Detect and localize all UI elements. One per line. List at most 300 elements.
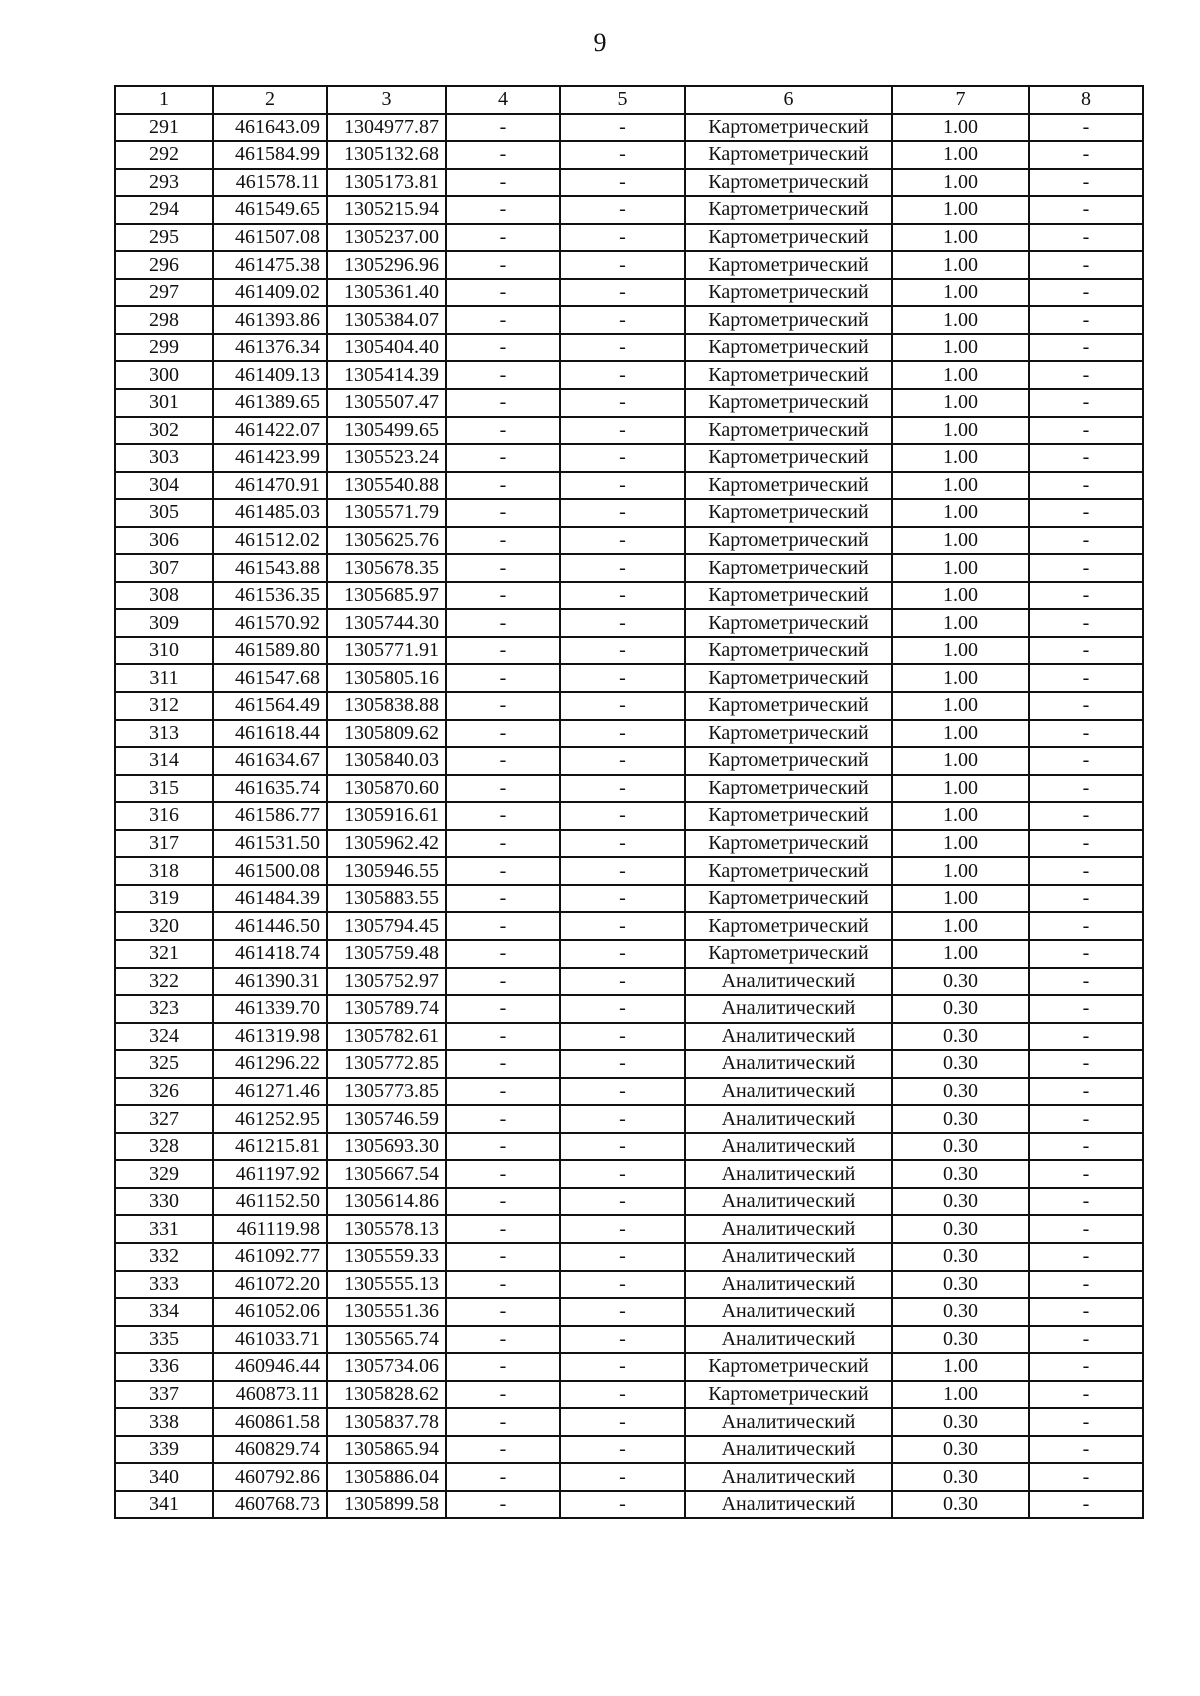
point-number-cell: 294 <box>115 196 213 224</box>
method-cell: Картометрический <box>685 306 892 334</box>
column-8-cell: - <box>1029 1408 1143 1436</box>
column-4-cell: - <box>446 1105 560 1133</box>
column-8-cell: - <box>1029 664 1143 692</box>
column-4-cell: - <box>446 1188 560 1216</box>
point-number-cell: 315 <box>115 775 213 803</box>
method-cell: Аналитический <box>685 1133 892 1161</box>
column-4-cell: - <box>446 251 560 279</box>
point-number-cell: 299 <box>115 334 213 362</box>
column-8-cell: - <box>1029 1436 1143 1464</box>
column-5-cell: - <box>560 1381 685 1409</box>
method-cell: Аналитический <box>685 1188 892 1216</box>
column-4-cell: - <box>446 114 560 142</box>
table-row <box>115 1408 1143 1436</box>
column-5-cell: - <box>560 857 685 885</box>
accuracy-cell: 0.30 <box>892 1408 1029 1436</box>
column-8-cell: - <box>1029 775 1143 803</box>
column-4-cell: - <box>446 720 560 748</box>
column-8-cell: - <box>1029 1463 1143 1491</box>
point-number-cell: 305 <box>115 499 213 527</box>
column-4-cell: - <box>446 1078 560 1106</box>
column-header: 1 <box>115 86 213 114</box>
table-row <box>115 1326 1143 1354</box>
y-coordinate-cell: 1305916.61 <box>327 802 446 830</box>
x-coordinate-cell: 461586.77 <box>213 802 327 830</box>
table-row <box>115 775 1143 803</box>
y-coordinate-cell: 1305404.40 <box>327 334 446 362</box>
x-coordinate-cell: 461052.06 <box>213 1298 327 1326</box>
method-cell: Картометрический <box>685 1381 892 1409</box>
y-coordinate-cell: 1305752.97 <box>327 968 446 996</box>
point-number-cell: 322 <box>115 968 213 996</box>
y-coordinate-cell: 1305886.04 <box>327 1463 446 1491</box>
column-5-cell: - <box>560 664 685 692</box>
method-cell: Аналитический <box>685 1160 892 1188</box>
y-coordinate-cell: 1305838.88 <box>327 692 446 720</box>
column-8-cell: - <box>1029 830 1143 858</box>
accuracy-cell: 0.30 <box>892 1326 1029 1354</box>
x-coordinate-cell: 460861.58 <box>213 1408 327 1436</box>
x-coordinate-cell: 461393.86 <box>213 306 327 334</box>
x-coordinate-cell: 461339.70 <box>213 995 327 1023</box>
y-coordinate-cell: 1305782.61 <box>327 1023 446 1051</box>
y-coordinate-cell: 1305384.07 <box>327 306 446 334</box>
column-5-cell: - <box>560 775 685 803</box>
table-row <box>115 995 1143 1023</box>
column-4-cell: - <box>446 389 560 417</box>
table-row <box>115 1243 1143 1271</box>
column-8-cell: - <box>1029 885 1143 913</box>
accuracy-cell: 1.00 <box>892 499 1029 527</box>
column-header: 8 <box>1029 86 1143 114</box>
column-4-cell: - <box>446 609 560 637</box>
column-8-cell: - <box>1029 141 1143 169</box>
point-number-cell: 326 <box>115 1078 213 1106</box>
column-4-cell: - <box>446 279 560 307</box>
x-coordinate-cell: 460829.74 <box>213 1436 327 1464</box>
column-header: 7 <box>892 86 1029 114</box>
accuracy-cell: 0.30 <box>892 1133 1029 1161</box>
point-number-cell: 301 <box>115 389 213 417</box>
x-coordinate-cell: 461475.38 <box>213 251 327 279</box>
point-number-cell: 302 <box>115 417 213 445</box>
column-5-cell: - <box>560 389 685 417</box>
method-cell: Картометрический <box>685 279 892 307</box>
column-8-cell: - <box>1029 968 1143 996</box>
accuracy-cell: 1.00 <box>892 417 1029 445</box>
column-8-cell: - <box>1029 527 1143 555</box>
table-row <box>115 1353 1143 1381</box>
column-4-cell: - <box>446 1215 560 1243</box>
column-8-cell: - <box>1029 1491 1143 1519</box>
column-4-cell: - <box>446 912 560 940</box>
column-8-cell: - <box>1029 499 1143 527</box>
table-row <box>115 141 1143 169</box>
y-coordinate-cell: 1305773.85 <box>327 1078 446 1106</box>
column-8-cell: - <box>1029 912 1143 940</box>
column-5-cell: - <box>560 609 685 637</box>
point-number-cell: 337 <box>115 1381 213 1409</box>
table-row <box>115 279 1143 307</box>
table-row <box>115 196 1143 224</box>
accuracy-cell: 0.30 <box>892 1078 1029 1106</box>
accuracy-cell: 1.00 <box>892 251 1029 279</box>
column-8-cell: - <box>1029 279 1143 307</box>
x-coordinate-cell: 461215.81 <box>213 1133 327 1161</box>
column-4-cell: - <box>446 1298 560 1326</box>
column-header: 6 <box>685 86 892 114</box>
column-8-cell: - <box>1029 1078 1143 1106</box>
y-coordinate-cell: 1305499.65 <box>327 417 446 445</box>
column-8-cell: - <box>1029 1050 1143 1078</box>
method-cell: Аналитический <box>685 1463 892 1491</box>
accuracy-cell: 1.00 <box>892 912 1029 940</box>
column-8-cell: - <box>1029 1326 1143 1354</box>
column-8-cell: - <box>1029 1023 1143 1051</box>
y-coordinate-cell: 1305794.45 <box>327 912 446 940</box>
x-coordinate-cell: 461470.91 <box>213 472 327 500</box>
point-number-cell: 323 <box>115 995 213 1023</box>
y-coordinate-cell: 1305540.88 <box>327 472 446 500</box>
accuracy-cell: 1.00 <box>892 141 1029 169</box>
method-cell: Аналитический <box>685 1491 892 1519</box>
point-number-cell: 321 <box>115 940 213 968</box>
method-cell: Аналитический <box>685 1023 892 1051</box>
column-5-cell: - <box>560 1160 685 1188</box>
point-number-cell: 293 <box>115 169 213 197</box>
accuracy-cell: 1.00 <box>892 444 1029 472</box>
column-5-cell: - <box>560 417 685 445</box>
method-cell: Картометрический <box>685 692 892 720</box>
column-5-cell: - <box>560 1271 685 1299</box>
column-4-cell: - <box>446 830 560 858</box>
accuracy-cell: 1.00 <box>892 747 1029 775</box>
method-cell: Картометрический <box>685 417 892 445</box>
point-number-cell: 312 <box>115 692 213 720</box>
column-4-cell: - <box>446 885 560 913</box>
y-coordinate-cell: 1305507.47 <box>327 389 446 417</box>
y-coordinate-cell: 1305523.24 <box>327 444 446 472</box>
column-4-cell: - <box>446 1381 560 1409</box>
x-coordinate-cell: 461500.08 <box>213 857 327 885</box>
column-5-cell: - <box>560 499 685 527</box>
x-coordinate-cell: 461507.08 <box>213 224 327 252</box>
accuracy-cell: 1.00 <box>892 361 1029 389</box>
table-row <box>115 554 1143 582</box>
y-coordinate-cell: 1305870.60 <box>327 775 446 803</box>
x-coordinate-cell: 461252.95 <box>213 1105 327 1133</box>
column-5-cell: - <box>560 251 685 279</box>
column-4-cell: - <box>446 582 560 610</box>
point-number-cell: 319 <box>115 885 213 913</box>
y-coordinate-cell: 1305678.35 <box>327 554 446 582</box>
point-number-cell: 334 <box>115 1298 213 1326</box>
x-coordinate-cell: 461197.92 <box>213 1160 327 1188</box>
point-number-cell: 341 <box>115 1491 213 1519</box>
y-coordinate-cell: 1305693.30 <box>327 1133 446 1161</box>
point-number-cell: 330 <box>115 1188 213 1216</box>
accuracy-cell: 1.00 <box>892 664 1029 692</box>
accuracy-cell: 1.00 <box>892 224 1029 252</box>
table-row <box>115 1133 1143 1161</box>
method-cell: Картометрический <box>685 1353 892 1381</box>
y-coordinate-cell: 1305414.39 <box>327 361 446 389</box>
column-8-cell: - <box>1029 196 1143 224</box>
column-8-cell: - <box>1029 554 1143 582</box>
column-8-cell: - <box>1029 114 1143 142</box>
column-5-cell: - <box>560 968 685 996</box>
method-cell: Аналитический <box>685 1408 892 1436</box>
column-4-cell: - <box>446 637 560 665</box>
column-5-cell: - <box>560 1408 685 1436</box>
accuracy-cell: 1.00 <box>892 857 1029 885</box>
table-row <box>115 1215 1143 1243</box>
column-4-cell: - <box>446 334 560 362</box>
method-cell: Картометрический <box>685 251 892 279</box>
accuracy-cell: 0.30 <box>892 968 1029 996</box>
accuracy-cell: 1.00 <box>892 1381 1029 1409</box>
column-5-cell: - <box>560 1215 685 1243</box>
column-5-cell: - <box>560 637 685 665</box>
y-coordinate-cell: 1305837.78 <box>327 1408 446 1436</box>
column-8-cell: - <box>1029 692 1143 720</box>
column-4-cell: - <box>446 554 560 582</box>
point-number-cell: 307 <box>115 554 213 582</box>
accuracy-cell: 1.00 <box>892 720 1029 748</box>
column-8-cell: - <box>1029 1215 1143 1243</box>
method-cell: Картометрический <box>685 334 892 362</box>
accuracy-cell: 1.00 <box>892 637 1029 665</box>
point-number-cell: 295 <box>115 224 213 252</box>
x-coordinate-cell: 461635.74 <box>213 775 327 803</box>
point-number-cell: 313 <box>115 720 213 748</box>
column-header: 3 <box>327 86 446 114</box>
column-8-cell: - <box>1029 251 1143 279</box>
point-number-cell: 335 <box>115 1326 213 1354</box>
x-coordinate-cell: 461092.77 <box>213 1243 327 1271</box>
table-row <box>115 251 1143 279</box>
table-row <box>115 1381 1143 1409</box>
column-8-cell: - <box>1029 747 1143 775</box>
accuracy-cell: 1.00 <box>892 196 1029 224</box>
table-row <box>115 417 1143 445</box>
column-5-cell: - <box>560 885 685 913</box>
point-number-cell: 336 <box>115 1353 213 1381</box>
method-cell: Картометрический <box>685 912 892 940</box>
method-cell: Картометрический <box>685 582 892 610</box>
point-number-cell: 308 <box>115 582 213 610</box>
x-coordinate-cell: 461564.49 <box>213 692 327 720</box>
column-8-cell: - <box>1029 472 1143 500</box>
method-cell: Картометрический <box>685 141 892 169</box>
method-cell: Картометрический <box>685 885 892 913</box>
method-cell: Картометрический <box>685 389 892 417</box>
column-5-cell: - <box>560 1243 685 1271</box>
y-coordinate-cell: 1305685.97 <box>327 582 446 610</box>
y-coordinate-cell: 1305565.74 <box>327 1326 446 1354</box>
coordinates-table <box>114 85 1144 1519</box>
method-cell: Картометрический <box>685 224 892 252</box>
x-coordinate-cell: 461634.67 <box>213 747 327 775</box>
column-5-cell: - <box>560 472 685 500</box>
table-row <box>115 1271 1143 1299</box>
table-row <box>115 361 1143 389</box>
x-coordinate-cell: 461484.39 <box>213 885 327 913</box>
table-row <box>115 582 1143 610</box>
point-number-cell: 291 <box>115 114 213 142</box>
column-5-cell: - <box>560 940 685 968</box>
x-coordinate-cell: 461512.02 <box>213 527 327 555</box>
column-5-cell: - <box>560 334 685 362</box>
x-coordinate-cell: 461418.74 <box>213 940 327 968</box>
accuracy-cell: 1.00 <box>892 334 1029 362</box>
x-coordinate-cell: 461390.31 <box>213 968 327 996</box>
column-8-cell: - <box>1029 995 1143 1023</box>
column-5-cell: - <box>560 1188 685 1216</box>
table-row <box>115 720 1143 748</box>
column-5-cell: - <box>560 720 685 748</box>
column-4-cell: - <box>446 995 560 1023</box>
x-coordinate-cell: 461531.50 <box>213 830 327 858</box>
accuracy-cell: 1.00 <box>892 692 1029 720</box>
y-coordinate-cell: 1305962.42 <box>327 830 446 858</box>
y-coordinate-cell: 1305883.55 <box>327 885 446 913</box>
column-5-cell: - <box>560 747 685 775</box>
accuracy-cell: 0.30 <box>892 995 1029 1023</box>
column-8-cell: - <box>1029 444 1143 472</box>
x-coordinate-cell: 461389.65 <box>213 389 327 417</box>
table-row <box>115 664 1143 692</box>
column-5-cell: - <box>560 692 685 720</box>
column-5-cell: - <box>560 1133 685 1161</box>
table-row <box>115 609 1143 637</box>
accuracy-cell: 1.00 <box>892 279 1029 307</box>
y-coordinate-cell: 1305809.62 <box>327 720 446 748</box>
y-coordinate-cell: 1305296.96 <box>327 251 446 279</box>
y-coordinate-cell: 1305759.48 <box>327 940 446 968</box>
point-number-cell: 311 <box>115 664 213 692</box>
table-row <box>115 912 1143 940</box>
x-coordinate-cell: 461589.80 <box>213 637 327 665</box>
point-number-cell: 327 <box>115 1105 213 1133</box>
x-coordinate-cell: 461618.44 <box>213 720 327 748</box>
method-cell: Картометрический <box>685 499 892 527</box>
x-coordinate-cell: 461296.22 <box>213 1050 327 1078</box>
x-coordinate-cell: 461584.99 <box>213 141 327 169</box>
x-coordinate-cell: 461033.71 <box>213 1326 327 1354</box>
column-5-cell: - <box>560 527 685 555</box>
y-coordinate-cell: 1305625.76 <box>327 527 446 555</box>
method-cell: Картометрический <box>685 609 892 637</box>
column-8-cell: - <box>1029 334 1143 362</box>
table-row <box>115 114 1143 142</box>
method-cell: Аналитический <box>685 1326 892 1354</box>
column-5-cell: - <box>560 196 685 224</box>
column-4-cell: - <box>446 1133 560 1161</box>
point-number-cell: 339 <box>115 1436 213 1464</box>
point-number-cell: 309 <box>115 609 213 637</box>
column-5-cell: - <box>560 554 685 582</box>
x-coordinate-cell: 461543.88 <box>213 554 327 582</box>
column-5-cell: - <box>560 361 685 389</box>
method-cell: Картометрический <box>685 802 892 830</box>
column-4-cell: - <box>446 417 560 445</box>
table-row <box>115 169 1143 197</box>
x-coordinate-cell: 461119.98 <box>213 1215 327 1243</box>
column-5-cell: - <box>560 279 685 307</box>
column-8-cell: - <box>1029 169 1143 197</box>
accuracy-cell: 0.30 <box>892 1436 1029 1464</box>
column-4-cell: - <box>446 499 560 527</box>
table-row <box>115 306 1143 334</box>
table-row <box>115 830 1143 858</box>
point-number-cell: 333 <box>115 1271 213 1299</box>
accuracy-cell: 1.00 <box>892 306 1029 334</box>
column-8-cell: - <box>1029 1353 1143 1381</box>
point-number-cell: 324 <box>115 1023 213 1051</box>
accuracy-cell: 0.30 <box>892 1298 1029 1326</box>
column-5-cell: - <box>560 306 685 334</box>
accuracy-cell: 1.00 <box>892 802 1029 830</box>
x-coordinate-cell: 461409.13 <box>213 361 327 389</box>
method-cell: Аналитический <box>685 1436 892 1464</box>
column-4-cell: - <box>446 472 560 500</box>
accuracy-cell: 1.00 <box>892 389 1029 417</box>
accuracy-cell: 0.30 <box>892 1463 1029 1491</box>
column-5-cell: - <box>560 1491 685 1519</box>
x-coordinate-cell: 461409.02 <box>213 279 327 307</box>
column-5-cell: - <box>560 1326 685 1354</box>
x-coordinate-cell: 461485.03 <box>213 499 327 527</box>
method-cell: Картометрический <box>685 361 892 389</box>
column-5-cell: - <box>560 224 685 252</box>
accuracy-cell: 1.00 <box>892 830 1029 858</box>
x-coordinate-cell: 461570.92 <box>213 609 327 637</box>
column-5-cell: - <box>560 114 685 142</box>
table-row <box>115 1050 1143 1078</box>
accuracy-cell: 0.30 <box>892 1050 1029 1078</box>
accuracy-cell: 0.30 <box>892 1160 1029 1188</box>
column-4-cell: - <box>446 1408 560 1436</box>
point-number-cell: 318 <box>115 857 213 885</box>
y-coordinate-cell: 1305734.06 <box>327 1353 446 1381</box>
column-header: 2 <box>213 86 327 114</box>
column-4-cell: - <box>446 141 560 169</box>
column-4-cell: - <box>446 664 560 692</box>
table-row <box>115 1023 1143 1051</box>
point-number-cell: 329 <box>115 1160 213 1188</box>
column-5-cell: - <box>560 444 685 472</box>
accuracy-cell: 1.00 <box>892 609 1029 637</box>
table-row <box>115 499 1143 527</box>
y-coordinate-cell: 1305899.58 <box>327 1491 446 1519</box>
method-cell: Аналитический <box>685 1215 892 1243</box>
column-8-cell: - <box>1029 1381 1143 1409</box>
column-5-cell: - <box>560 169 685 197</box>
column-8-cell: - <box>1029 361 1143 389</box>
column-5-cell: - <box>560 141 685 169</box>
column-4-cell: - <box>446 1271 560 1299</box>
x-coordinate-cell: 461547.68 <box>213 664 327 692</box>
accuracy-cell: 1.00 <box>892 1353 1029 1381</box>
x-coordinate-cell: 461271.46 <box>213 1078 327 1106</box>
accuracy-cell: 0.30 <box>892 1215 1029 1243</box>
point-number-cell: 306 <box>115 527 213 555</box>
column-4-cell: - <box>446 1050 560 1078</box>
point-number-cell: 332 <box>115 1243 213 1271</box>
accuracy-cell: 1.00 <box>892 940 1029 968</box>
y-coordinate-cell: 1305361.40 <box>327 279 446 307</box>
